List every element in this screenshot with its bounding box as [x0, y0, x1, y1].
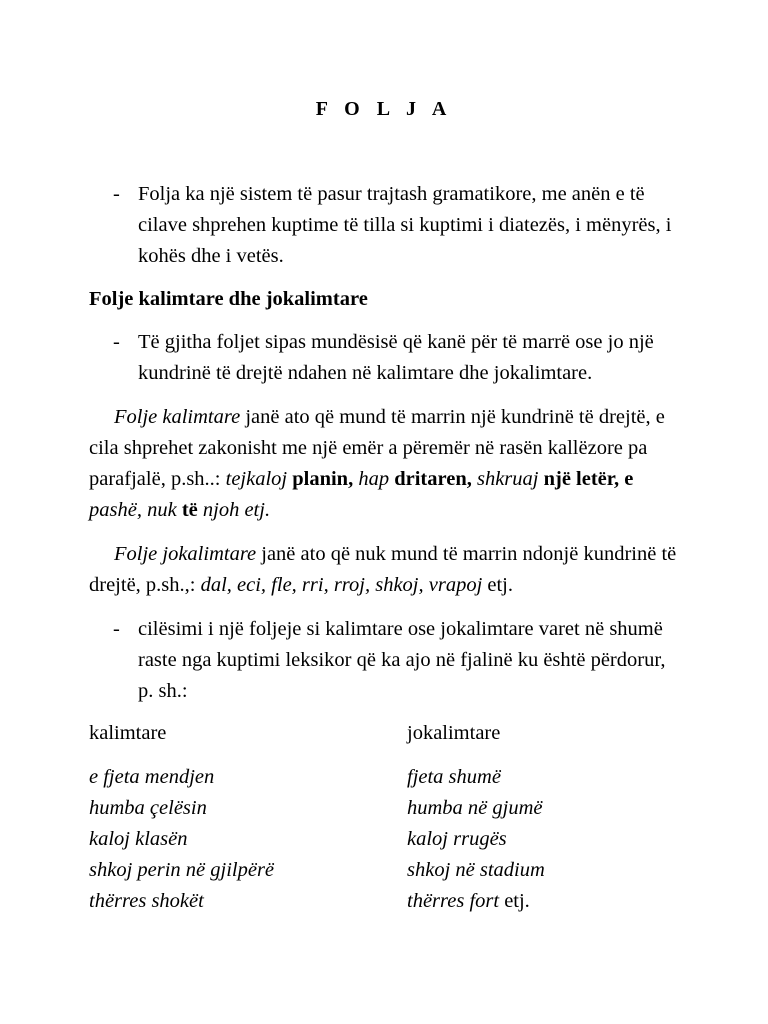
example-row: humba në gjumë	[407, 797, 543, 819]
section-heading: Folje kalimtare dhe jokalimtare	[89, 288, 368, 310]
example-row: kaloj klasën	[89, 828, 188, 850]
page-title: F O L J A	[315, 98, 453, 120]
example-verb: tejkaloj	[225, 468, 288, 490]
example-list: dal, eci, fle, rri, rroj, shkoj, vrapoj	[200, 574, 483, 596]
example-verb: shkruaj	[476, 468, 539, 490]
column-header-transitive: kalimtare	[89, 722, 167, 744]
paragraph-end: etj.	[482, 574, 514, 596]
bullet-item	[113, 179, 683, 272]
paragraph-intransitive	[89, 539, 679, 601]
example-row: kaloj rrugës	[407, 828, 507, 850]
example-row: humba çelësin	[89, 797, 207, 819]
example-row: fjeta shumë	[407, 766, 501, 788]
paragraph-text: janë ato që mund të marrin një kundrinë të drejtë, e cila shprehet zakonisht me një emër a përemër në rasën kallëzore pa parafjalë, p.sh..:	[89, 406, 665, 490]
term-transitive: Folje kalimtare	[114, 406, 241, 428]
example-row: thërres shokët	[89, 890, 204, 912]
example-verb: hap	[353, 468, 390, 490]
example-object: planin,	[287, 468, 354, 490]
example-particle: të	[176, 499, 198, 521]
example-conjunction: , e	[614, 468, 634, 490]
column-transitive	[89, 762, 274, 917]
bullet-text: Të gjitha foljet sipas mundësisë që kanë për të marrë ose jo një kundrinë të drejtë ndahen në kalimtare dhe jokalimtare.	[138, 331, 654, 384]
paragraph-end: .	[264, 499, 271, 521]
bullet-dash: -	[113, 331, 120, 353]
example-row: shkoj perin në gjilpërë	[89, 859, 275, 881]
example-text: thërres fort	[407, 890, 500, 912]
example-suffix: etj.	[499, 890, 530, 912]
example-phrase: pashë, nuk	[89, 499, 177, 521]
bullet-text: Folja ka një sistem të pasur trajtash gramatikore, me anën e të cilave shprehen kuptime të tilla si kuptimi i diatezës, i mënyrës, i kohës dhe i vetës.	[138, 183, 672, 267]
bullet-dash: -	[113, 618, 120, 640]
bullet-item	[113, 327, 683, 389]
example-phrase: njoh etj	[197, 499, 265, 521]
bullet-text: cilësimi i një foljeje si kalimtare ose jokalimtare varet në shumë raste nga kuptimi leksikor që ka ajo në fjalinë ku është përdorur, p. sh.:	[138, 618, 666, 702]
paragraph-transitive	[89, 402, 679, 526]
example-row: e fjeta mendjen	[89, 766, 215, 788]
example-object: një letër	[538, 468, 614, 490]
example-object: dritaren,	[389, 468, 472, 490]
paragraph-text: janë ato që nuk mund të marrin ndonjë kundrinë të drejtë, p.sh.,:	[89, 543, 677, 596]
column-intransitive	[407, 762, 545, 917]
example-row: shkoj në stadium	[407, 859, 545, 881]
example-row	[407, 886, 545, 917]
term-intransitive: Folje jokalimtare	[114, 543, 257, 565]
column-header-intransitive: jokalimtare	[407, 722, 501, 744]
bullet-item	[113, 614, 683, 707]
bullet-dash: -	[113, 183, 120, 205]
